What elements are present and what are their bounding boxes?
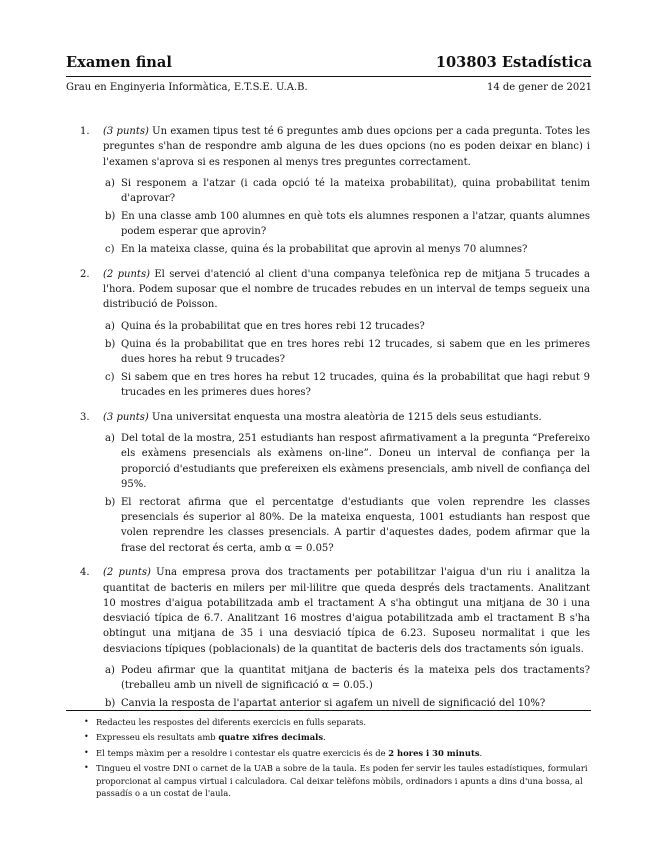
exercise-2: [66, 267, 590, 401]
part-text: Canvia la resposta de l'apartat anterior si agafem un nivell de significació del 10%?: [121, 698, 546, 710]
exercise-parts: [103, 176, 590, 258]
course-code: 103803 Estadística: [435, 54, 592, 71]
exercise-parts: [103, 663, 590, 711]
exam-title: Examen final: [66, 54, 172, 71]
exercise-part: [103, 242, 590, 257]
part-label: a): [105, 665, 115, 677]
part-text: Si sabem que en tres hores ha rebut 12 trucades, quina és la probabilitat que hagi rebut 9 trucades en les primeres dues hores?: [121, 371, 590, 399]
instruction-emphasis: quatre xifres decimals: [218, 732, 324, 743]
exercise-statement: [103, 124, 590, 170]
instruction-item: [84, 731, 592, 744]
instruction-text-end: .: [323, 732, 326, 743]
part-label: a): [105, 433, 115, 445]
instruction-text: El temps màxim per a resoldre i contestar els quatre exercicis és de: [96, 747, 389, 758]
part-text: Podeu afirmar que la quantitat mitjana de bacteris és la mateixa pels dos tractaments? (treballeu amb un nivell de significació α = 0.05.): [121, 665, 590, 692]
bullet-icon: •: [84, 763, 89, 773]
part-label: c): [105, 371, 115, 383]
exercise-text: Una universitat enquesta una mostra aleatòria de 1215 dels seus estudiants.: [148, 411, 542, 423]
instruction-item: [84, 762, 592, 800]
exercise-parts: [103, 319, 590, 401]
part-text: Si responem a l'atzar (i cada opció té la mateixa probabilitat), quina probabilitat tenim d'aprovar?: [121, 177, 590, 205]
exercise-points: (2 punts): [103, 567, 151, 579]
exam-date: 14 de gener de 2021: [487, 82, 592, 93]
instructions-list: [84, 716, 592, 803]
exercise-statement: [103, 267, 590, 313]
exercise-part: [103, 337, 590, 368]
exercise-3: [66, 410, 590, 556]
exercise-number: 2.: [80, 268, 90, 280]
exercise-number: 1.: [80, 126, 90, 137]
part-text: Quina és la probabilitat que en tres hores rebi 12 trucades?: [121, 320, 425, 332]
exercise-1: [66, 124, 590, 258]
footer-rule: [66, 710, 591, 711]
instruction-text: Redacteu les respostes del diferents exercicis en fulls separats.: [96, 717, 367, 727]
instruction-item: [84, 747, 592, 760]
header-rule: [66, 76, 591, 77]
exercise-number: 4.: [80, 567, 90, 579]
exercise-points: (2 punts): [103, 268, 150, 280]
exercise-list: [66, 124, 590, 721]
instruction-emphasis: 2 hores i 30 minuts: [388, 747, 480, 758]
part-text: Quina és la probabilitat que en tres hores rebi 12 trucades, si sabem que en les primeres dues hores ha rebut 9 trucades?: [121, 338, 590, 365]
exercise-number: 3.: [80, 411, 90, 423]
degree-line: Grau en Enginyeria Informàtica, E.T.S.E. U.A.B.: [66, 82, 308, 93]
exercise-part: [103, 495, 590, 556]
bullet-icon: •: [84, 732, 89, 742]
exercise-parts: [103, 431, 590, 556]
exercise-part: [103, 176, 590, 207]
exercise-part: [103, 209, 590, 240]
instruction-text-end: .: [479, 747, 483, 758]
exercise-text: Un examen tipus test té 6 preguntes amb dues opcions per a cada pregunta. Totes les preguntes s'han de respondre amb alguna de les dues opcions (no es poden deixar en blanc) i l'examen s'aprova si es responen al menys tres preguntes correctament.: [103, 126, 590, 168]
part-text: Del total de la mostra, 251 estudiants han respost afirmativament a la pregunta “Prefereixo els exàmens presencials als exàmens on-line”. Doneu un interval de confiança per la proporció d'estudiants que prefereixen els exàmens presencials, amb nivell de confiança del 95%.: [121, 433, 590, 490]
instruction-text: Tingueu el vostre DNI o carnet de la UAB a sobre de la taula. Es poden fer servir les taules estadístiques, formulari proporcionat al campus virtual i calculadora. Cal deixar telèfons mòbils, ordinadors i apunts a dins d'una bossa, al passadís o a un costat de l'aula.: [96, 763, 588, 799]
exercise-points: (3 punts): [103, 411, 149, 423]
part-text: En la mateixa classe, quina és la probabilitat que aprovin al menys 70 alumnes?: [121, 244, 528, 256]
part-label: a): [105, 177, 115, 189]
instruction-text: Expresseu els resultats amb: [96, 732, 219, 743]
part-label: b): [105, 211, 116, 223]
exercise-text: El servei d'atenció al client d'una companya telefònica rep de mitjana 5 trucades a l'hora. Podem suposar que el nombre de trucades rebudes en un interval de temps segueix una distribució de Poisson.: [103, 268, 591, 311]
part-label: b): [105, 338, 116, 350]
part-text: El rectorat afirma que el percentatge d'estudiants que volen reprendre les classes presencials és superior al 80%. De la mateixa enquesta, 1001 estudiants han respost que volen reprendre les classes presencials. A partir d'aquestes dades, podem afirmar que la frase del rectorat és certa, amb α = 0.05?: [121, 496, 590, 554]
exercise-part: [103, 431, 590, 492]
exercise-4: [66, 565, 590, 711]
exercise-part: [103, 663, 590, 694]
part-label: b): [105, 496, 116, 508]
exercise-part: [103, 319, 590, 334]
exercise-statement: [103, 410, 590, 425]
instruction-item: [84, 716, 592, 729]
part-label: a): [105, 320, 115, 332]
bullet-icon: •: [84, 747, 89, 757]
bullet-icon: •: [84, 717, 89, 726]
exercise-text: Una empresa prova dos tractaments per potabilitzar l'aigua d'un riu i analitza la quantitat de bacteris en milers per mil·lilitre que queda després dels tractaments. Analitzant 10 mostres d'aigua potabilitzada amb el tractament A s'ha obtingut una mitjana de 30 i una desviació típica de 6.7. Analitzant 16 mostres d'aigua potabilitzada amb el tractament B s'ha obtingut una mitjana de 35 i una desviació típica de 6.23. Suposeu normalitat i que les desviacions típiques (poblacionals) de la quantitat de bacteris dels dos tractaments són iguals.: [103, 567, 590, 655]
exercise-statement: [103, 565, 590, 657]
exercise-part: [103, 370, 590, 401]
exercise-points: (3 punts): [103, 126, 149, 137]
part-label: c): [105, 244, 115, 256]
part-label: b): [105, 698, 116, 710]
part-text: En una classe amb 100 alumnes en què tots els alumnes responen a l'atzar, quants alumnes podem esperar que aprovin?: [121, 211, 590, 238]
